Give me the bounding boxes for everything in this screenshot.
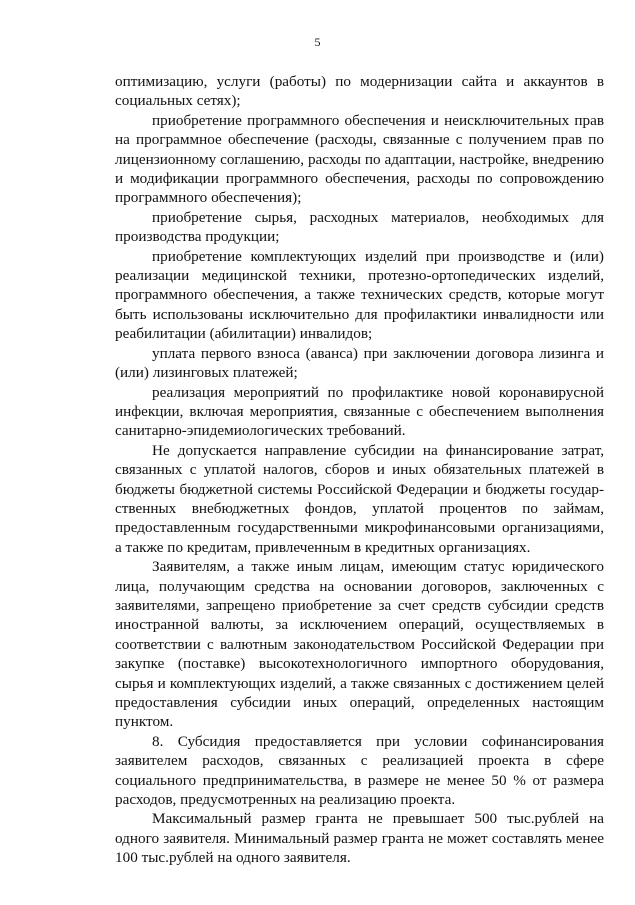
paragraph-prohibited-costs: Не допускается направление субсидии на финансирование затрат, связанных с уплатой налогов, сборов и иных обязательных платежей в бюджеты бюджетной системы Российской Федерации и бюджеты государственных внебюджетных фондов, уплатой процентов по займам, предоставленным государственными микрофинансовыми организациями, а также по кредитам, привлеченным в кредитных организациях. — [115, 441, 604, 556]
page-number: 5 — [314, 35, 321, 49]
document-body — [115, 72, 604, 868]
paragraph-software: приобретение программного обеспечения и неисключительных прав на программное обеспечение (расходы, связанные с получением прав по лицензионному соглашению, расходы по адаптации, настройке, внедрению и модификации программного обеспечения, расходы по сопровождению программного обеспечения); — [115, 111, 604, 207]
paragraph-covid-measures: реализация мероприятий по профилактике новой коронавирусной инфекции, включая мероприятия, связанные с обеспечением выполнения санитарно-эпидемиологических требований. — [115, 383, 604, 440]
paragraph-cofinancing: 8. Субсидия предоставляется при условии софинансирования заявителем расходов, связанных с реализацией проекта в сфере социального предпринимательства, в размере не менее 50 % от размера расходов, предусмотренных на реализацию проекта. — [115, 732, 604, 809]
paragraph-grant-limits: Максимальный размер гранта не превышает 500 тыс.рублей на одного заявителя. Минимальный размер гранта не может составлять менее 100 тыс.рублей на одного заявителя. — [115, 810, 604, 867]
paragraph-leasing: уплата первого взноса (аванса) при заключении договора лизинга и (или) лизинговых платежей; — [115, 344, 604, 382]
paragraph-components: приобретение комплектующих изделий при производстве и (или) реализации медицинской техники, протезно-ортопедических изделий, программного обеспечения, а также технических средств, которые могут быть использованы исключительно для профилактики инвалидности или реабилитации (абилитации) инвалидов; — [115, 247, 604, 343]
paragraph-raw-materials: приобретение сырья, расходных материалов, необходимых для производства продукции; — [115, 208, 604, 246]
paragraph-continuation: оптимизацию, услуги (работы) по модернизации сайта и аккаунтов в социальных сетях); — [115, 73, 604, 110]
paragraph-foreign-currency: Заявителям, а также иным лицам, имеющим статус юридического лица, получающим средства на основании договоров, заключенных с заявителями, запрещено приобретение за счет средств субсидии средств иностранной валюты, за исключением операций, осуществляемых в соответствии с валютным законодательством Российской Федерации при закупке (поставке) высокотехнологичного импортного оборудования, сырья и комплектующих изделий, а также связанных с достижением целей предоставления субсидии иных операций, определенных настоящим пунктом. — [115, 558, 604, 731]
